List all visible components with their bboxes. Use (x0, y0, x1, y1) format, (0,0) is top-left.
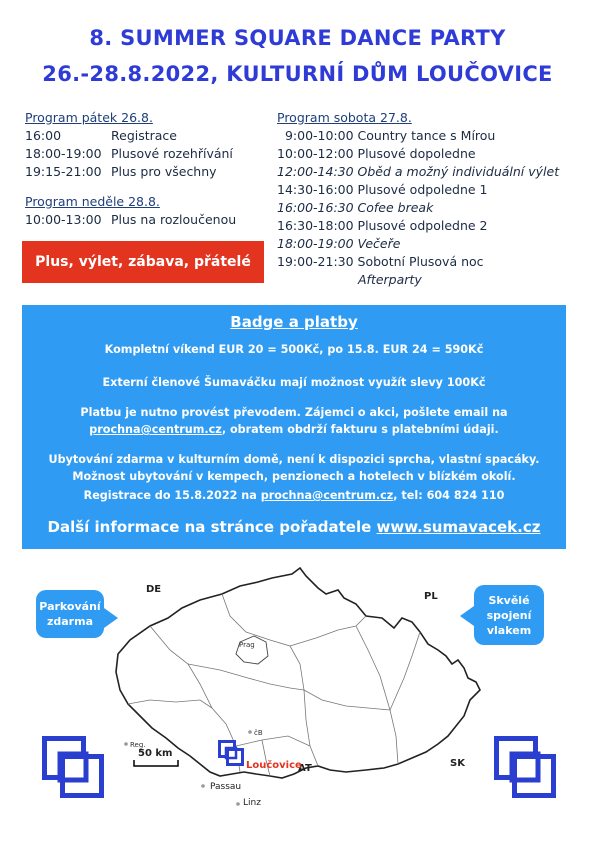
parking-bubble-line-2: zdarma (46, 615, 93, 628)
registration-prefix: Registrace do 15.8.2022 na (83, 489, 261, 502)
program-sunday-heading: Program neděle 28.8. (25, 194, 160, 209)
program-right-column (277, 109, 577, 289)
parking-bubble (36, 590, 104, 638)
program-row: 12:00-14:30 Oběd a možný individuální výlet (277, 164, 560, 179)
page-title-line-1: 8. SUMMER SQUARE DANCE PARTY (89, 26, 506, 50)
program-row: 10:00-12:00 Plusové dopoledne (277, 146, 476, 161)
website-link[interactable]: www.sumavacek.cz (376, 518, 541, 536)
scale-bar (134, 760, 178, 766)
program-friday-heading: Program pátek 26.8. (25, 110, 153, 125)
program-row: 16:30-18:00 Plusové odpoledne 2 (277, 218, 488, 233)
program-time: 19:15-21:00 (25, 164, 102, 179)
payment-line-2: , obratem obdrží fakturu s platebními údaji. (221, 423, 499, 436)
city-label-linz: Linz (243, 798, 261, 808)
more-info-prefix: Další informace na stránce pořadatele (47, 518, 377, 536)
program-row: 19:00-21:30 Sobotní Plusová noc (277, 254, 484, 269)
registration-text (22, 487, 566, 504)
loucovice-marker-icon (218, 740, 244, 766)
stay-line-2: Možnost ubytování v kempech, penzionech a hotelech v blízkém okolí. (72, 470, 516, 483)
country-label-pl: PL (424, 591, 438, 602)
program-row (25, 127, 270, 145)
program-row: Afterparty (358, 272, 422, 287)
registration-suffix: , tel: 604 824 110 (393, 489, 505, 502)
page-title-line-2: 26.-28.8.2022, KULTURNÍ DŮM LOUČOVICE (42, 62, 553, 86)
city-label-prag: Prag (239, 641, 255, 649)
passau-dot (201, 784, 205, 788)
program-saturday-heading: Program sobota 27.8. (277, 110, 412, 125)
program-text: Plus na rozloučenou (111, 212, 237, 227)
logo-left-icon (42, 736, 104, 798)
program-row (25, 163, 270, 181)
parking-bubble-line-1: Parkování (39, 600, 101, 613)
linz-dot (236, 802, 240, 806)
program-text: Plusové rozehřívání (111, 146, 233, 161)
bubble-right-tail (460, 606, 474, 626)
country-label-de: DE (146, 584, 162, 595)
more-info-text (22, 518, 566, 536)
program-row: 9:00-10:00 Country tance s Mírou (277, 128, 496, 143)
train-bubble-line-2: spojení (486, 608, 532, 622)
cb-dot (248, 730, 252, 734)
registration-email-link[interactable]: prochna@centrum.cz (260, 489, 394, 502)
program-row (25, 211, 270, 229)
program-row (25, 145, 270, 163)
program-row: 16:00-16:30 Cofee break (277, 200, 434, 215)
train-bubble-line-3: vlakem (486, 623, 532, 637)
price-text: Kompletní víkend EUR 20 = 500Kč, po 15.8. EUR 24 = 590Kč (104, 343, 484, 356)
stay-text (22, 451, 566, 485)
city-label-loucovice: Loučovice (246, 760, 302, 771)
country-label-at: AT (298, 763, 312, 774)
city-label-passau: Passau (210, 782, 242, 792)
tagline-banner: Plus, výlet, zábava, přátelé (22, 241, 264, 283)
program-text: Plus pro všechny (111, 164, 217, 179)
info-box (22, 305, 566, 549)
info-heading: Badge a platby (230, 313, 358, 331)
program-time: 18:00-19:00 (25, 146, 102, 161)
city-label-regen: Reg. (130, 741, 146, 749)
program-left-column (25, 109, 270, 229)
scale-label: 50 km (138, 748, 173, 759)
map-section (0, 560, 595, 841)
payment-line-1: Platbu je nutno provést převodem. Zájemci o akci, pošlete email na (80, 406, 508, 419)
discount-text: Externí členové Šumaváčku mají možnost využít slevy 100Kč (102, 376, 486, 389)
program-row: 18:00-19:00 Večeře (277, 236, 401, 251)
payment-email-link[interactable]: prochna@centrum.cz (89, 423, 222, 436)
program-time: 10:00-13:00 (25, 212, 102, 227)
program-time: 16:00 (25, 128, 62, 143)
country-label-sk: SK (450, 758, 465, 769)
city-label-cb: čB (254, 729, 263, 737)
payment-text (22, 404, 566, 438)
train-bubble-line-1: Skvělé (488, 593, 530, 607)
program-text: Registrace (111, 128, 177, 143)
stay-line-1: Ubytování zdarma v kulturním domě, není k dispozici sprcha, vlastní spacáky. (48, 453, 540, 466)
program-row: 14:30-16:00 Plusové odpoledne 1 (277, 182, 488, 197)
regen-dot (124, 742, 128, 746)
train-bubble (474, 585, 544, 645)
logo-right-icon (494, 736, 556, 798)
bubble-left-tail (104, 608, 118, 628)
